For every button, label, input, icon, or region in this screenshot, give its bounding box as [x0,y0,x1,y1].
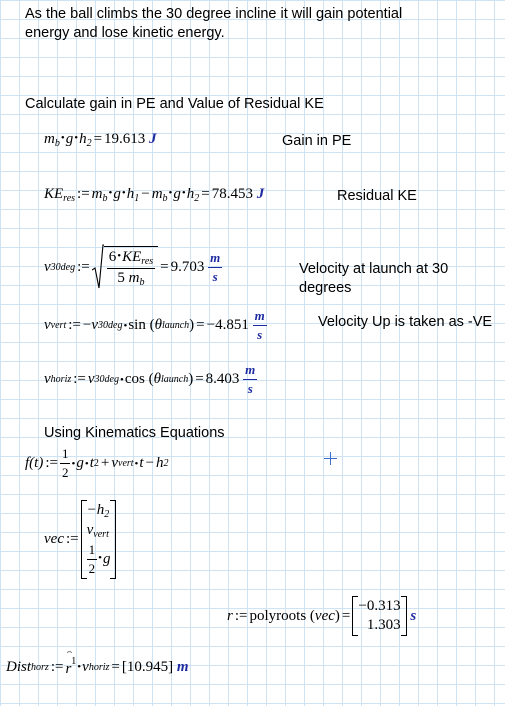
dist-r [65,646,77,678]
vec-row3-g: g [102,550,111,567]
ke-g2: g [173,186,181,202]
v30-assign: := [77,258,90,275]
vec-assign: := [65,531,79,547]
sqrt-icon [92,244,104,290]
pe-unit: J [149,131,157,147]
v30-label-line-2: degrees [299,280,352,296]
dist-v: v [82,658,89,675]
vvert-assign: := [68,317,81,333]
f-plus: + [100,455,110,471]
vvert-v-sub: 30deg [98,320,123,331]
vvert-theta-sub: launch [161,320,190,331]
roots-column [358,598,400,634]
vec-column [87,502,111,577]
f-h: h [156,455,164,471]
dist-equation[interactable]: Dist horz := r ⌢ $^1$ • v horiz = [ 10.945 ] m [6,646,189,677]
dot: • [77,661,82,673]
v30-num-ke-sub: res [141,256,154,267]
vec-row-3 [87,542,111,577]
vvert-equals: = [196,317,205,333]
f-equation[interactable] [25,446,169,481]
roots-equals: = [341,607,351,624]
crosshair-cursor-icon [324,452,337,465]
vec-row1: −h [86,502,105,518]
v30-sqrt [92,244,158,290]
pe-label: Gain in PE [282,133,352,149]
pe-m: m [44,131,55,147]
v30-num: 6 [108,249,117,265]
v30-num-ke: KE [122,249,142,265]
dist-lhs: Dist [6,658,32,675]
f-minus: − [145,455,155,471]
vhoriz-unit [243,362,257,397]
dot: • [120,373,124,386]
dist-value: 10.945 [126,658,169,675]
v30-value: 9.703 [170,258,205,275]
dist-lhs-sub: horz [31,661,49,673]
vec-row2-sub: vert [93,529,109,540]
vvert-v: v [91,317,98,333]
dot: • [60,132,65,144]
f-t: t [89,455,94,471]
vec-row2: v [86,522,94,538]
dot: • [134,457,139,470]
dot: • [181,187,186,199]
roots-arg: vec [314,607,335,624]
dot: • [108,187,113,199]
roots-unit: s [410,607,417,624]
ke-m: m [91,186,103,202]
sqrt-radicand [104,246,158,288]
vvert-theta: θ [154,317,162,333]
vec-lhs: vec [44,531,64,547]
dist-r-var: r [65,661,72,677]
ke-lhs-sub: res [63,193,76,204]
vvert-lhs: v [44,317,51,333]
vvert-value: −4.851 [206,317,249,333]
v30-unit [208,250,222,285]
vhoriz-lhs-sub: horiz [50,374,72,385]
dist-equals: = [111,658,120,675]
f-lhs: f(t) [25,455,44,471]
section-title: Calculate gain in PE and Value of Residual KE [25,96,324,112]
dot: • [74,132,79,144]
vhoriz-equals: = [195,371,204,387]
v30-unit-den: s [212,268,218,284]
dot: • [123,319,128,332]
ke-label: Residual KE [337,188,417,204]
roots-value-2: 1.303 [366,617,401,633]
ke-g: g [113,186,121,202]
vvert-neg: − [82,317,92,333]
v30-denominator [115,269,146,288]
roots-assign: := [234,607,248,624]
vvert-label: Velocity Up is taken as -VE [318,314,493,330]
vvert-unit-num: m [253,308,267,326]
vhoriz-theta-sub: launch [160,374,189,385]
v30-den-m: m [128,270,140,286]
vec-matrix [81,500,117,579]
roots-lhs: r [227,607,233,624]
vec-row3-num: 1 [87,542,98,560]
vec-row-2 [87,522,109,540]
v30-label-line-1: Velocity at launch at 30 [299,261,449,277]
pe-h-sub: 2 [86,138,92,149]
ke-m-sub: b [102,193,108,204]
v30-lhs-sub: 30deg [50,261,76,273]
dot: • [168,187,173,199]
vec-row3-den: 2 [88,561,96,576]
vhoriz-v-sub: 30deg [94,374,119,385]
v30-label [299,260,448,298]
dist-r-exp: 1 [71,656,77,667]
vec-row3-fraction [87,542,98,577]
vhoriz-theta: θ [153,371,161,387]
v30-equals: = [160,258,169,275]
pe-equals: = [93,131,103,147]
vec-equation[interactable] [44,500,116,579]
vvert-unit-den: s [257,327,263,342]
pe-equation[interactable] [44,131,157,149]
f-fraction [60,446,71,481]
kinematics-heading: Using Kinematics Equations [44,425,225,441]
vhoriz-assign: := [73,371,86,387]
v30-fraction [107,249,155,288]
pe-g: g [65,131,74,147]
f-t-exp: 2 [93,458,99,469]
v30-lhs: v [44,258,51,275]
roots-func: polyroots [249,607,307,624]
vhoriz-equation[interactable]: v horiz := v 30deg • cos ( θ launch ) = 8.403 $\frac{m}{s}$ [44,362,256,396]
dot: • [121,187,126,199]
vec-row1-sub: 2 [104,509,110,520]
ke-m2-sub: b [162,193,168,204]
dist-assign: := [50,658,64,675]
vvert-lhs-sub: vert [50,320,67,331]
ke-assign: := [77,186,90,202]
v30-den: 5 [117,270,125,286]
ke-equation[interactable] [44,186,264,204]
vhoriz-value: 8.403 [205,371,240,387]
v30-den-m-sub: b [139,277,145,288]
pe-h: h [79,131,87,147]
ke-h2-sub: 2 [194,193,200,204]
intro-line-2: energy and lose kinetic energy. [25,25,225,41]
roots-value-1: −0.313 [358,598,401,614]
vhoriz-func: cos [124,371,145,387]
vvert-unit [253,308,267,343]
f-t2: t [139,455,144,471]
pe-m-sub: b [54,138,60,149]
v30-equation[interactable] [44,244,222,290]
vhoriz-v: v [87,371,95,387]
vvert-func: sin [128,317,146,333]
ke-minus: − [141,186,150,202]
ke-h2: h [186,186,195,202]
vvert-equation[interactable]: v vert := − v 30deg • sin ( θ launch ) = −4.851 $\frac{m}{s}$ [44,308,265,342]
dot: • [84,457,89,470]
dot: • [117,250,122,262]
roots-matrix [352,596,406,636]
pe-value: 19.613 [104,131,146,147]
vhoriz-lhs: v [44,371,51,387]
ke-value: 78.453 [211,186,253,202]
dist-unit: m [176,658,189,675]
vhoriz-unit-num: m [243,362,257,380]
f-g: g [76,455,84,471]
dist-v-sub: horiz [88,661,110,673]
v30-unit-num: m [208,250,222,268]
f-frac-num: 1 [60,446,71,464]
vhoriz-unit-den: s [247,381,253,396]
ke-h1: h [126,186,135,202]
ke-unit: J [256,186,265,202]
vec-row-1 [87,502,110,520]
intro-line-1: As the ball climbs the 30 degree incline it will gain potential [25,6,403,22]
ke-m2: m [151,186,163,202]
ke-h1-sub: 1 [134,193,140,204]
f-h-sub: 2 [163,458,169,469]
f-v-sub: vert [118,458,134,469]
ke-equals: = [201,186,210,202]
f-v: v [111,455,118,471]
dot: • [98,551,102,564]
f-assign: := [45,455,58,471]
f-frac-den: 2 [61,465,69,480]
ke-lhs: KE [44,186,64,202]
dot: • [71,457,76,470]
roots-equation[interactable]: r := polyroots ( vec ) = −0.313 1.303 s [227,596,416,636]
v30-numerator [107,249,155,269]
vectorize-arrow-icon: ⌢ [66,646,73,656]
intro-text [25,5,402,43]
